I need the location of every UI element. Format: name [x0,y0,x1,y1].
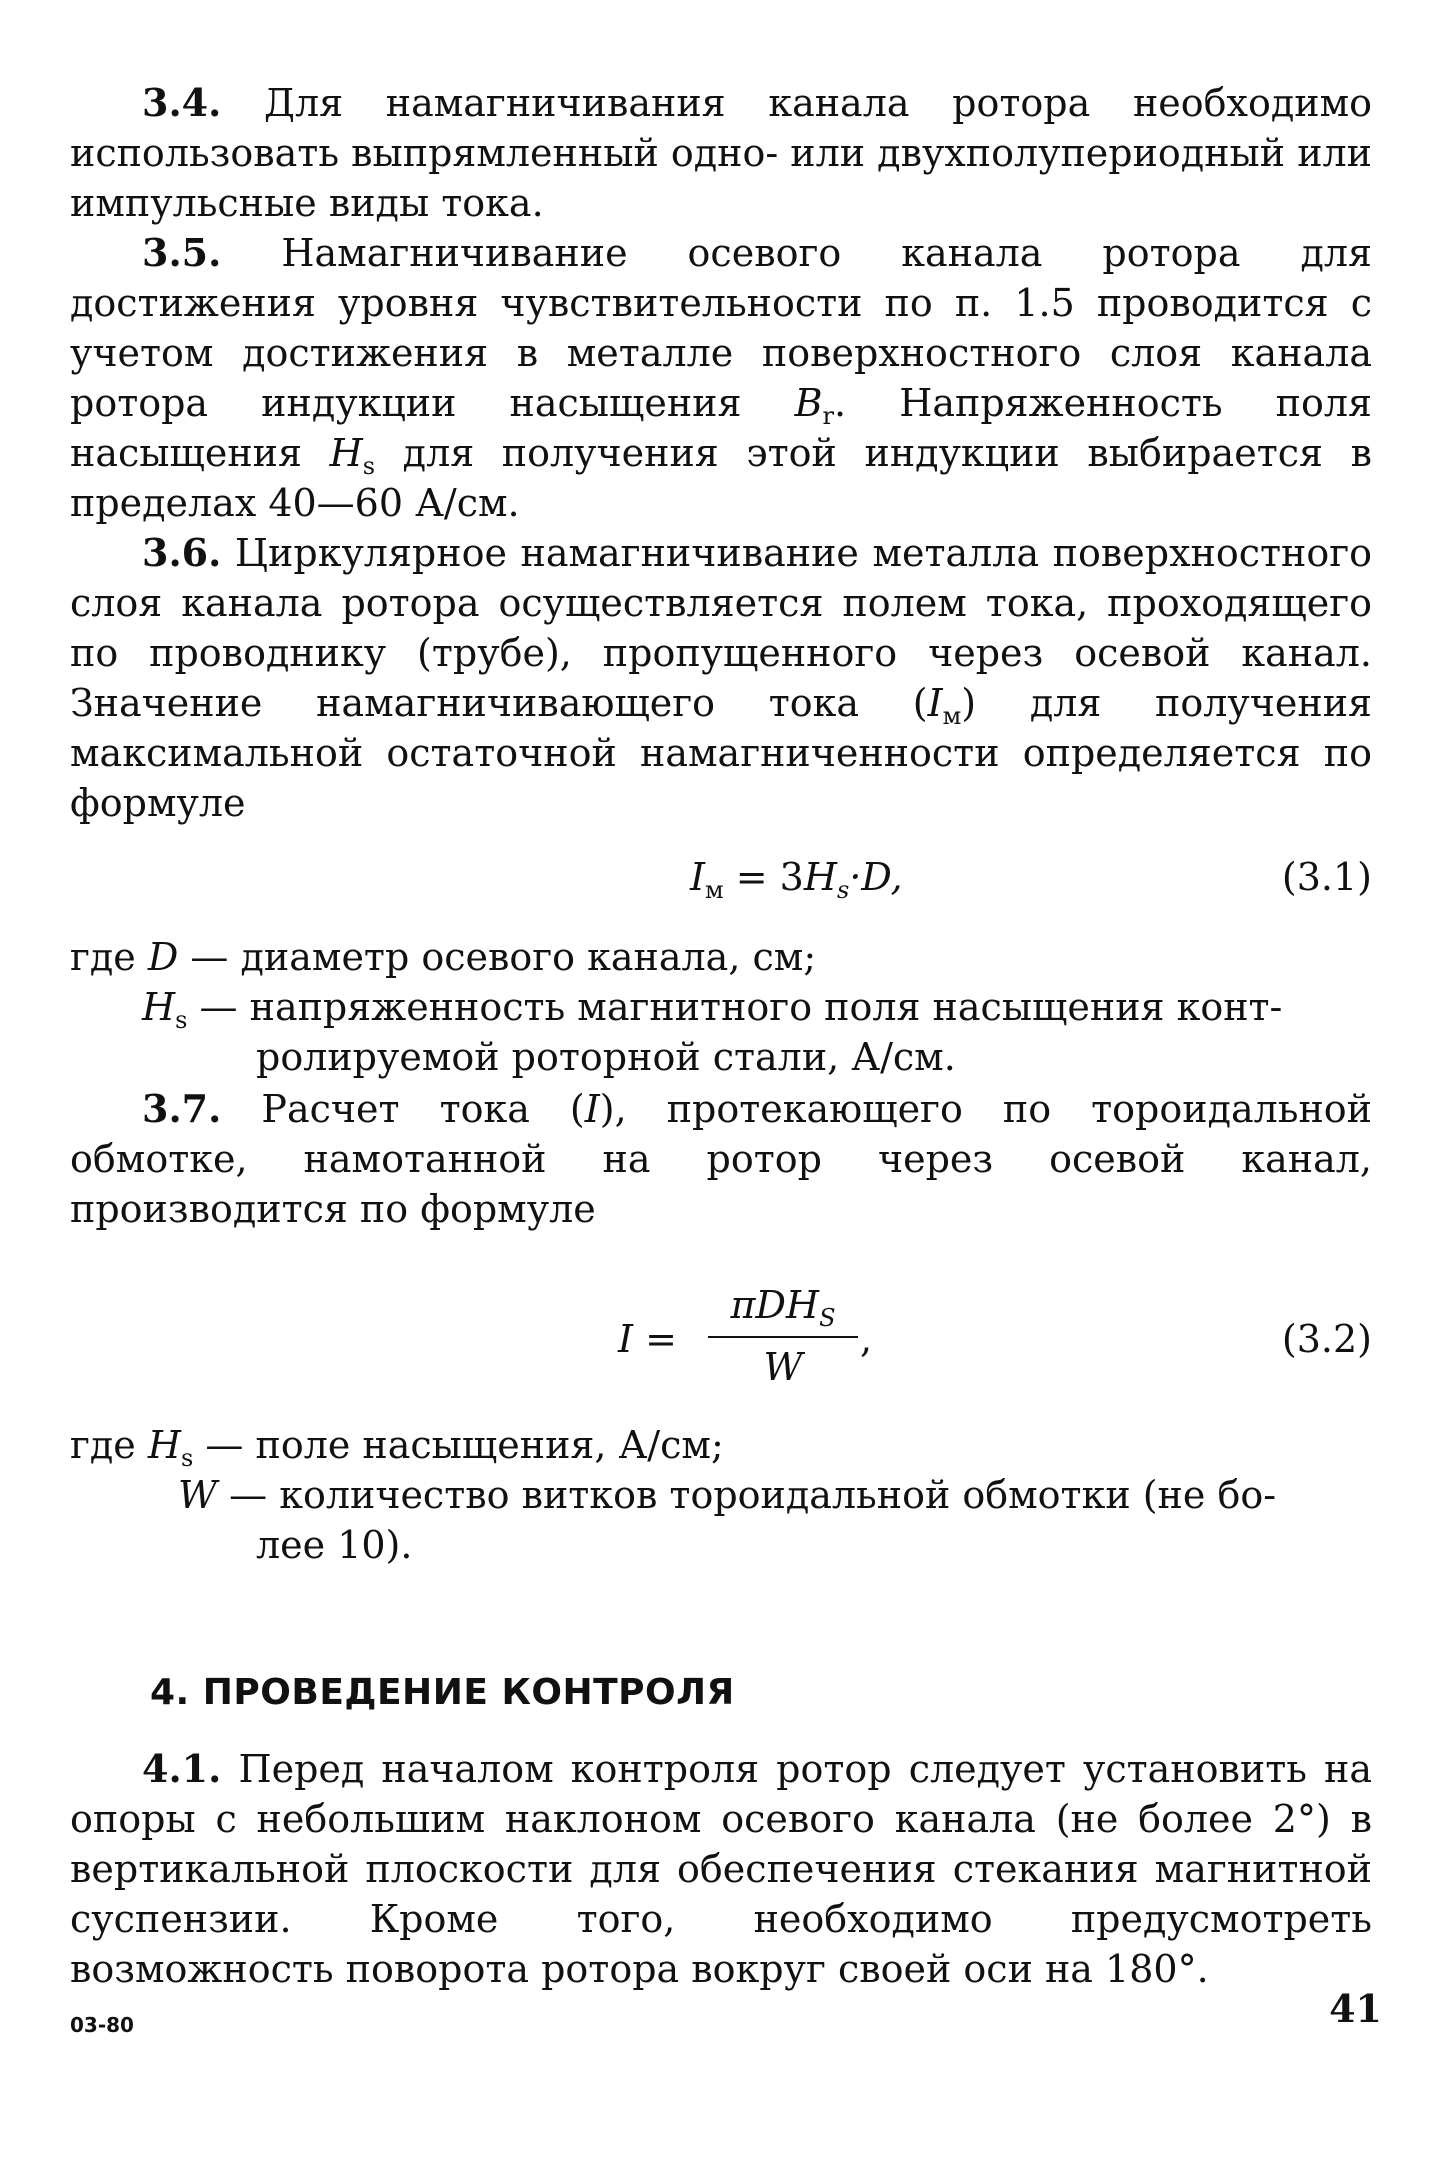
fraction-bar [708,1336,858,1338]
paragraph-text: Намагничивание осевого канала ротора для достижения уровня чувствительности по п. 1.5 проводится с учетом достижения в металле поверхностного слоя канала ротора индукции насыщения [70,231,1372,425]
paragraph-number: 4.1. [142,1746,222,1791]
formula-3-1 [70,852,1372,912]
formula-lhs: I = [618,1317,677,1361]
footer-code: 03-80 [70,2013,134,2037]
symbol-b: B [794,381,823,425]
symbol-h: H [329,431,363,475]
paragraph-3-4 [70,78,1372,228]
paragraph-4-1 [70,1744,1372,1994]
paragraph-text: для получения этой индукции выбирается в пределах 40—60 А/см. [70,431,1372,525]
subscript-m: м [942,702,962,730]
formula-3-2 [70,1280,1372,1410]
paragraph-text: Циркулярное намагничивание металла поверхностного слоя канала ротора осуществляется полем тока, проходящего по проводнику (трубе), пропущенного через осевой канал. Значение намагничивающего тока ( [70,531,1372,725]
paragraph-3-7: 3.7. Расчет тока (I), протекающего по тороидальной обмотке, намотанной на ротор через осевой канал, производится по формуле [70,1086,1372,1231]
paragraph-text: Для намагничивания канала ротора необходимо использовать выпрямленный одно- или двухполупериодный или импульсные виды тока. [70,81,1372,225]
fraction-denominator: W [763,1345,803,1389]
equation-number: (3.1) [1281,855,1372,899]
definitions-3-1 [70,932,1372,1082]
subscript-s: s [362,452,376,480]
definition-hs: где $H_s$ — поле насыщения, А/см; [70,1423,724,1472]
fraction-numerator: πDH$_S$ [730,1283,836,1332]
definition-w: W — количество витков тороидальной обмотки (не бо- [178,1473,1277,1517]
page-number: 41 [1329,1986,1382,2031]
equation-number: (3.2) [1281,1317,1372,1361]
formula-expression: $I_м = 3H_s\cdot D$, [690,855,903,904]
definition-hs-continued: ролируемой роторной стали, А/см. [256,1035,956,1079]
definitions-3-2 [70,1420,1372,1570]
paragraph-number: 3.7. [142,1086,222,1131]
paragraph-text: ) для получения максимальной остаточной намагниченности определяется по формуле [70,681,1372,825]
definition-hs: $H_s$ — напряженность магнитного поля насыщения конт- [142,985,1283,1034]
subscript-r: r [822,402,835,430]
paragraph-number: 3.4. [142,80,222,125]
definition-w-continued: лее 10). [256,1523,413,1567]
definition-d: где D — диаметр осевого канала, см; [70,935,817,979]
paragraph-3-5 [70,228,1372,528]
paragraph-number: 3.5. [142,230,222,275]
section-heading: 4. ПРОВЕДЕНИЕ КОНТРОЛЯ [150,1672,735,1713]
paragraph-3-6 [70,528,1372,828]
paragraph-number: 3.6. [142,530,222,575]
paragraph-text: . Напряженность поля насыщения [70,381,1372,475]
paragraph-text: Перед началом контроля ротор следует установить на опоры с небольшим наклоном осевого канала (не более 2°) в вертикальной плоскости для обеспечения стекания магнитной суспензии. Кроме того, необходимо предусмотреть возможность поворота ротора вокруг своей оси на 180°. [70,1747,1372,1991]
symbol-i: I [927,681,943,725]
formula-comma: , [860,1317,873,1361]
